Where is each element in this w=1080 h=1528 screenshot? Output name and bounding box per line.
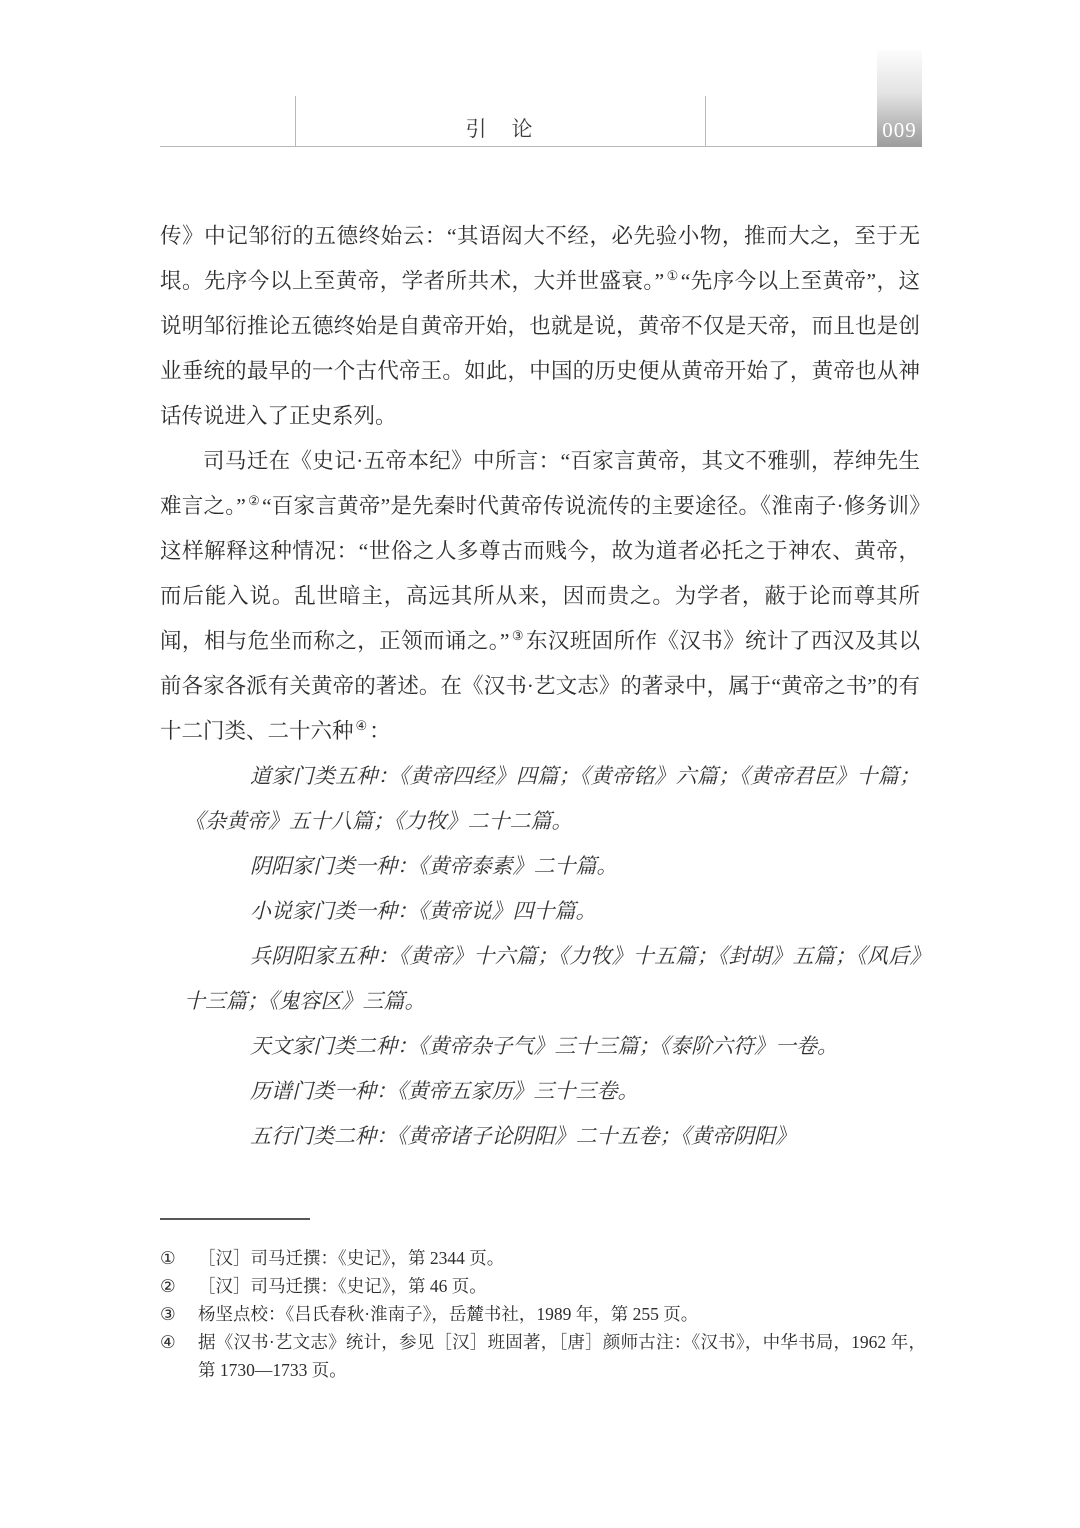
paragraph-2-text-d: ： [369, 719, 391, 743]
quote-item-tianwenjia: 天文家门类二种：《黄帝杂子气》三十三篇；《泰阶六符》一卷。 [250, 1034, 838, 1058]
paragraph-1-text-a: 传》中记邹衍的五德终始云：“其语闳大不经，必先验小物，推而大之，至于无垠。先序今以上至黄帝，学者所共术，大并世盛衰。” [160, 224, 920, 293]
page-number-bar [877, 50, 922, 147]
running-head-title: 引 论 [465, 117, 535, 141]
quote-item-xiaoshuojia: 小说家门类一种：《黄帝说》四十篇。 [250, 899, 597, 923]
footnote-ref-1: ① [666, 267, 679, 283]
quote-item-daojia: 道家门类五种：《黄帝四经》四篇；《黄帝铭》六篇；《黄帝君臣》十篇；《杂黄帝》五十八篇；《力牧》二十二篇。 [184, 764, 920, 833]
paragraph-2-text-a: 司马迁在《史记·五帝本纪》中所言：“百家言黄帝，其文不雅驯，荐绅先生难言之。” [160, 449, 920, 518]
quote-item-wuxing: 五行门类二种：《黄帝诸子论阴阳》二十五卷；《黄帝阴阳》 [250, 1124, 796, 1148]
footnote-2-marker: ② [160, 1276, 176, 1296]
paragraph-2 [160, 439, 920, 754]
footnote-1-text: ［汉］司马迁撰：《史记》，第 2344 页。 [198, 1248, 505, 1268]
paragraph-1-text-b: “先序今以上至黄帝”，这说明邹衍推论五德终始是自黄帝开始，也就是说，黄帝不仅是天帝，而且也是创业垂统的最早的一个古代帝王。如此，中国的历史便从黄帝开始了，黄帝也从神话传说进入了正史系列。 [160, 269, 921, 428]
footnote-1 [160, 1244, 926, 1272]
footnote-2 [160, 1272, 926, 1300]
quote-item-lipu: 历谱门类一种：《黄帝五家历》三十三卷。 [250, 1079, 639, 1103]
footnote-4-text: 据《汉书·艺文志》统计，参见［汉］班固著，［唐］颜师古注：《汉书》，中华书局，1962 年，第 1730—1733 页。 [198, 1332, 926, 1380]
quote-item-yinyangjia: 阴阳家门类一种：《黄帝泰素》二十篇。 [250, 854, 618, 878]
footnote-2-text: ［汉］司马迁撰：《史记》，第 46 页。 [198, 1276, 487, 1296]
header-tick-right [705, 96, 706, 147]
header-rule [160, 146, 878, 147]
footnote-1-marker: ① [160, 1248, 176, 1268]
footnote-ref-2: ② [247, 492, 260, 508]
footnote-4 [160, 1328, 926, 1384]
footnote-ref-4: ④ [355, 717, 368, 733]
footnote-3 [160, 1300, 926, 1328]
paragraph-2-text-c: 东汉班固所作《汉书》统计了西汉及其以前各家各派有关黄帝的著述。在《汉书·艺文志》的著录中，属于“黄帝之书”的有十二门类、二十六种 [160, 629, 920, 743]
quote-item-bingyinyangjia: 兵阴阳家五种：《黄帝》十六篇；《力牧》十五篇；《封胡》五篇；《风后》十三篇；《鬼容区》三篇。 [184, 944, 920, 1013]
footnote-3-marker: ③ [160, 1304, 176, 1324]
paragraph-1 [160, 214, 920, 439]
page-body [160, 214, 920, 1159]
page-number: 009 [882, 118, 917, 142]
footnote-block [160, 1244, 926, 1384]
footnote-separator [160, 1218, 310, 1220]
footnote-ref-3: ③ [511, 627, 524, 643]
footnote-3-text: 杨坚点校：《吕氏春秋·淮南子》，岳麓书社，1989 年，第 255 页。 [198, 1304, 699, 1324]
paragraph-2-text-b: “百家言黄帝”是先秦时代黄帝传说流传的主要途径。《淮南子·修务训》这样解释这种情况：“世俗之人多尊古而贱今，故为道者必托之于神农、黄帝，而后能入说。乱世暗主，高远其所从来，因而贵之。为学者，蔽于论而尊其所闻，相与危坐而称之，正领而诵之。” [160, 494, 920, 653]
footnote-4-marker: ④ [160, 1332, 176, 1352]
